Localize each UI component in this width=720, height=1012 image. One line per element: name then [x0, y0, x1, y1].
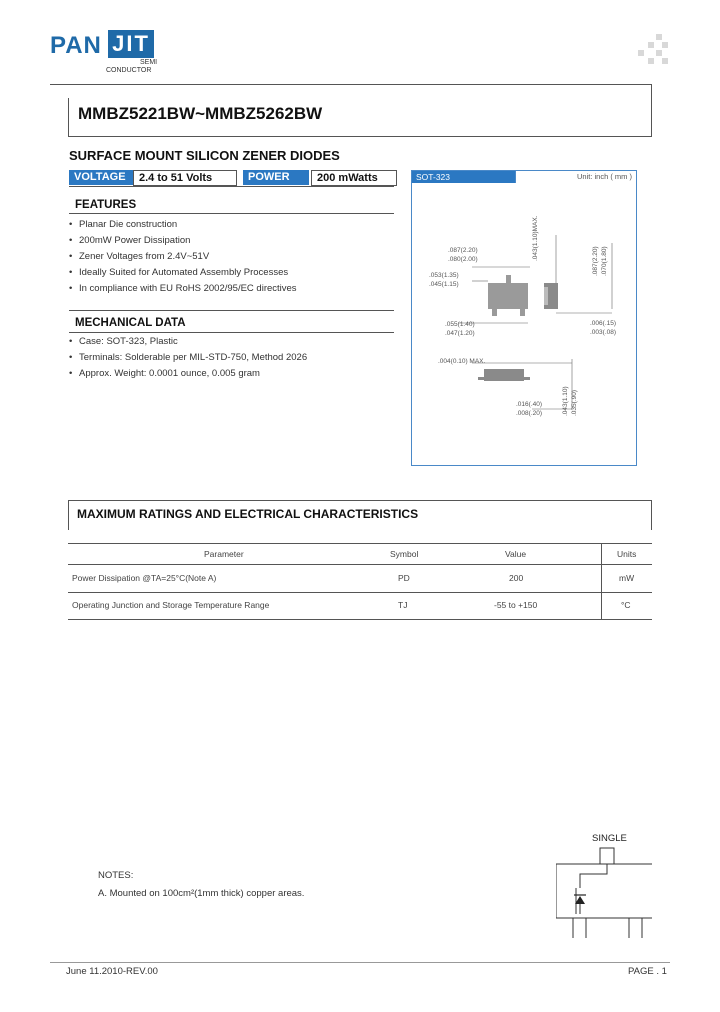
spec-rule	[69, 186, 394, 187]
package-lead-end-left	[478, 377, 484, 380]
mechanical-heading: MECHANICAL DATA	[75, 317, 186, 329]
dim-v3a: .043(1.10)	[562, 386, 569, 416]
voltage-label: VOLTAGE	[69, 170, 135, 185]
table-cell-unit: °C	[621, 600, 631, 610]
table-col-divider	[601, 543, 602, 619]
table-top-rule	[68, 543, 652, 544]
footer-rule	[50, 962, 670, 963]
logo-jit: JIT	[108, 30, 154, 58]
package-body-side-shade	[544, 287, 548, 305]
table-cell-value: 200	[509, 573, 524, 583]
list-item: • Case: SOT-323, Plastic	[69, 334, 307, 350]
title-rule	[68, 136, 652, 137]
logo-subtitle-semi: SEMI	[140, 59, 158, 66]
list-item: • Planar Die construction	[69, 217, 297, 233]
mechanical-list	[69, 334, 307, 382]
dim-d3b: .047(1.20)	[445, 330, 475, 337]
col-header-symbol: Symbol	[390, 549, 419, 559]
list-item: • Approx. Weight: 0.0001 ounce, 0.005 gram	[69, 366, 307, 382]
header-rule	[50, 84, 652, 85]
ratings-top-rule	[68, 500, 652, 501]
col-header-parameter: Parameter	[204, 549, 244, 559]
dim-v3b: .035(.90)	[571, 389, 578, 416]
list-item: • 200mW Power Dissipation	[69, 233, 297, 249]
power-value: 200 mWatts	[311, 170, 397, 186]
dim-d6b: .008(.20)	[516, 410, 543, 417]
list-item: • In compliance with EU RoHS 2002/95/EC directives	[69, 281, 297, 297]
list-item: • Zener Voltages from 2.4V~51V	[69, 249, 297, 265]
dim-d1a: .087(2.20)	[448, 247, 478, 254]
dim-d3a: .055(1.40)	[445, 321, 475, 328]
voltage-value: 2.4 to 51 Volts	[133, 170, 237, 186]
ratings-frame-left	[68, 500, 69, 530]
package-lead-left	[492, 309, 497, 316]
package-unit-box	[515, 171, 636, 183]
dim-d2b: .045(1.15)	[429, 281, 459, 288]
package-lead-right	[520, 309, 525, 316]
features-rule	[69, 213, 394, 214]
mechanical-top-rule	[69, 310, 394, 311]
dim-d4a: .006(.15)	[590, 320, 617, 327]
table-header-rule	[68, 564, 652, 565]
mechanical-rule	[69, 332, 394, 333]
page-title: MMBZ5221BW~MMBZ5262BW	[78, 104, 323, 123]
package-name: SOT-323	[416, 172, 451, 182]
schematic-label: SINGLE	[592, 833, 627, 844]
dim-d1b: .080(2.00)	[448, 256, 478, 263]
col-header-value: Value	[505, 549, 527, 559]
schematic-diagram	[556, 844, 656, 938]
package-lead-top	[506, 275, 511, 283]
corner-decoration-icon	[638, 34, 668, 68]
list-item: • Ideally Suited for Automated Assembly Processes	[69, 265, 297, 281]
notes-heading: NOTES:	[98, 870, 134, 881]
package-lead-end-right	[524, 377, 530, 380]
table-row: Power Dissipation @TA=25°C(Note A)	[72, 573, 217, 583]
dim-v2b: .070(1.80)	[601, 246, 608, 276]
table-row: Operating Junction and Storage Temperature Range	[72, 600, 270, 610]
dim-d4b: .003(.08)	[590, 329, 617, 336]
frame-right-top	[651, 84, 652, 136]
dim-d2a: .053(1.35)	[429, 272, 459, 279]
note-item: A. Mounted on 100cm²(1mm thick) copper areas.	[98, 888, 305, 899]
dim-d5: .004(0.10) MAX.	[438, 358, 486, 365]
dim-v1: .043(1.10)MAX.	[532, 215, 539, 261]
dim-v2a: .087(2.20)	[592, 246, 599, 276]
features-heading: FEATURES	[75, 199, 137, 211]
table-cell-symbol: PD	[398, 573, 410, 583]
package-body-top	[488, 283, 528, 309]
logo-subtitle-conductor: CONDUCTOR	[106, 67, 152, 74]
col-header-units: Units	[617, 549, 637, 559]
list-item: • Terminals: Solderable per MIL-STD-750, Method 2026	[69, 350, 307, 366]
logo-pan: PAN	[50, 32, 102, 59]
table-row-rule	[68, 592, 652, 593]
footer-date: June 11.2010-REV.00	[66, 966, 158, 977]
table-cell-symbol: TJ	[398, 600, 408, 610]
features-list	[69, 217, 297, 297]
table-cell-value: -55 to +150	[494, 600, 538, 610]
power-label: POWER	[243, 170, 309, 185]
package-body-end	[484, 369, 524, 381]
page-subtitle: SURFACE MOUNT SILICON ZENER DIODES	[69, 148, 340, 163]
package-unit: Unit: inch ( mm )	[576, 172, 632, 181]
ratings-frame-right	[651, 500, 652, 530]
dim-d6a: .016(.40)	[516, 401, 543, 408]
frame-left-title	[68, 98, 69, 136]
ratings-heading: MAXIMUM RATINGS AND ELECTRICAL CHARACTERISTICS	[77, 507, 419, 521]
footer-page: PAGE . 1	[628, 966, 667, 977]
package-header	[412, 171, 636, 183]
package-outline-panel	[411, 170, 637, 466]
table-bottom-rule	[68, 619, 652, 620]
table-cell-unit: mW	[619, 573, 635, 583]
